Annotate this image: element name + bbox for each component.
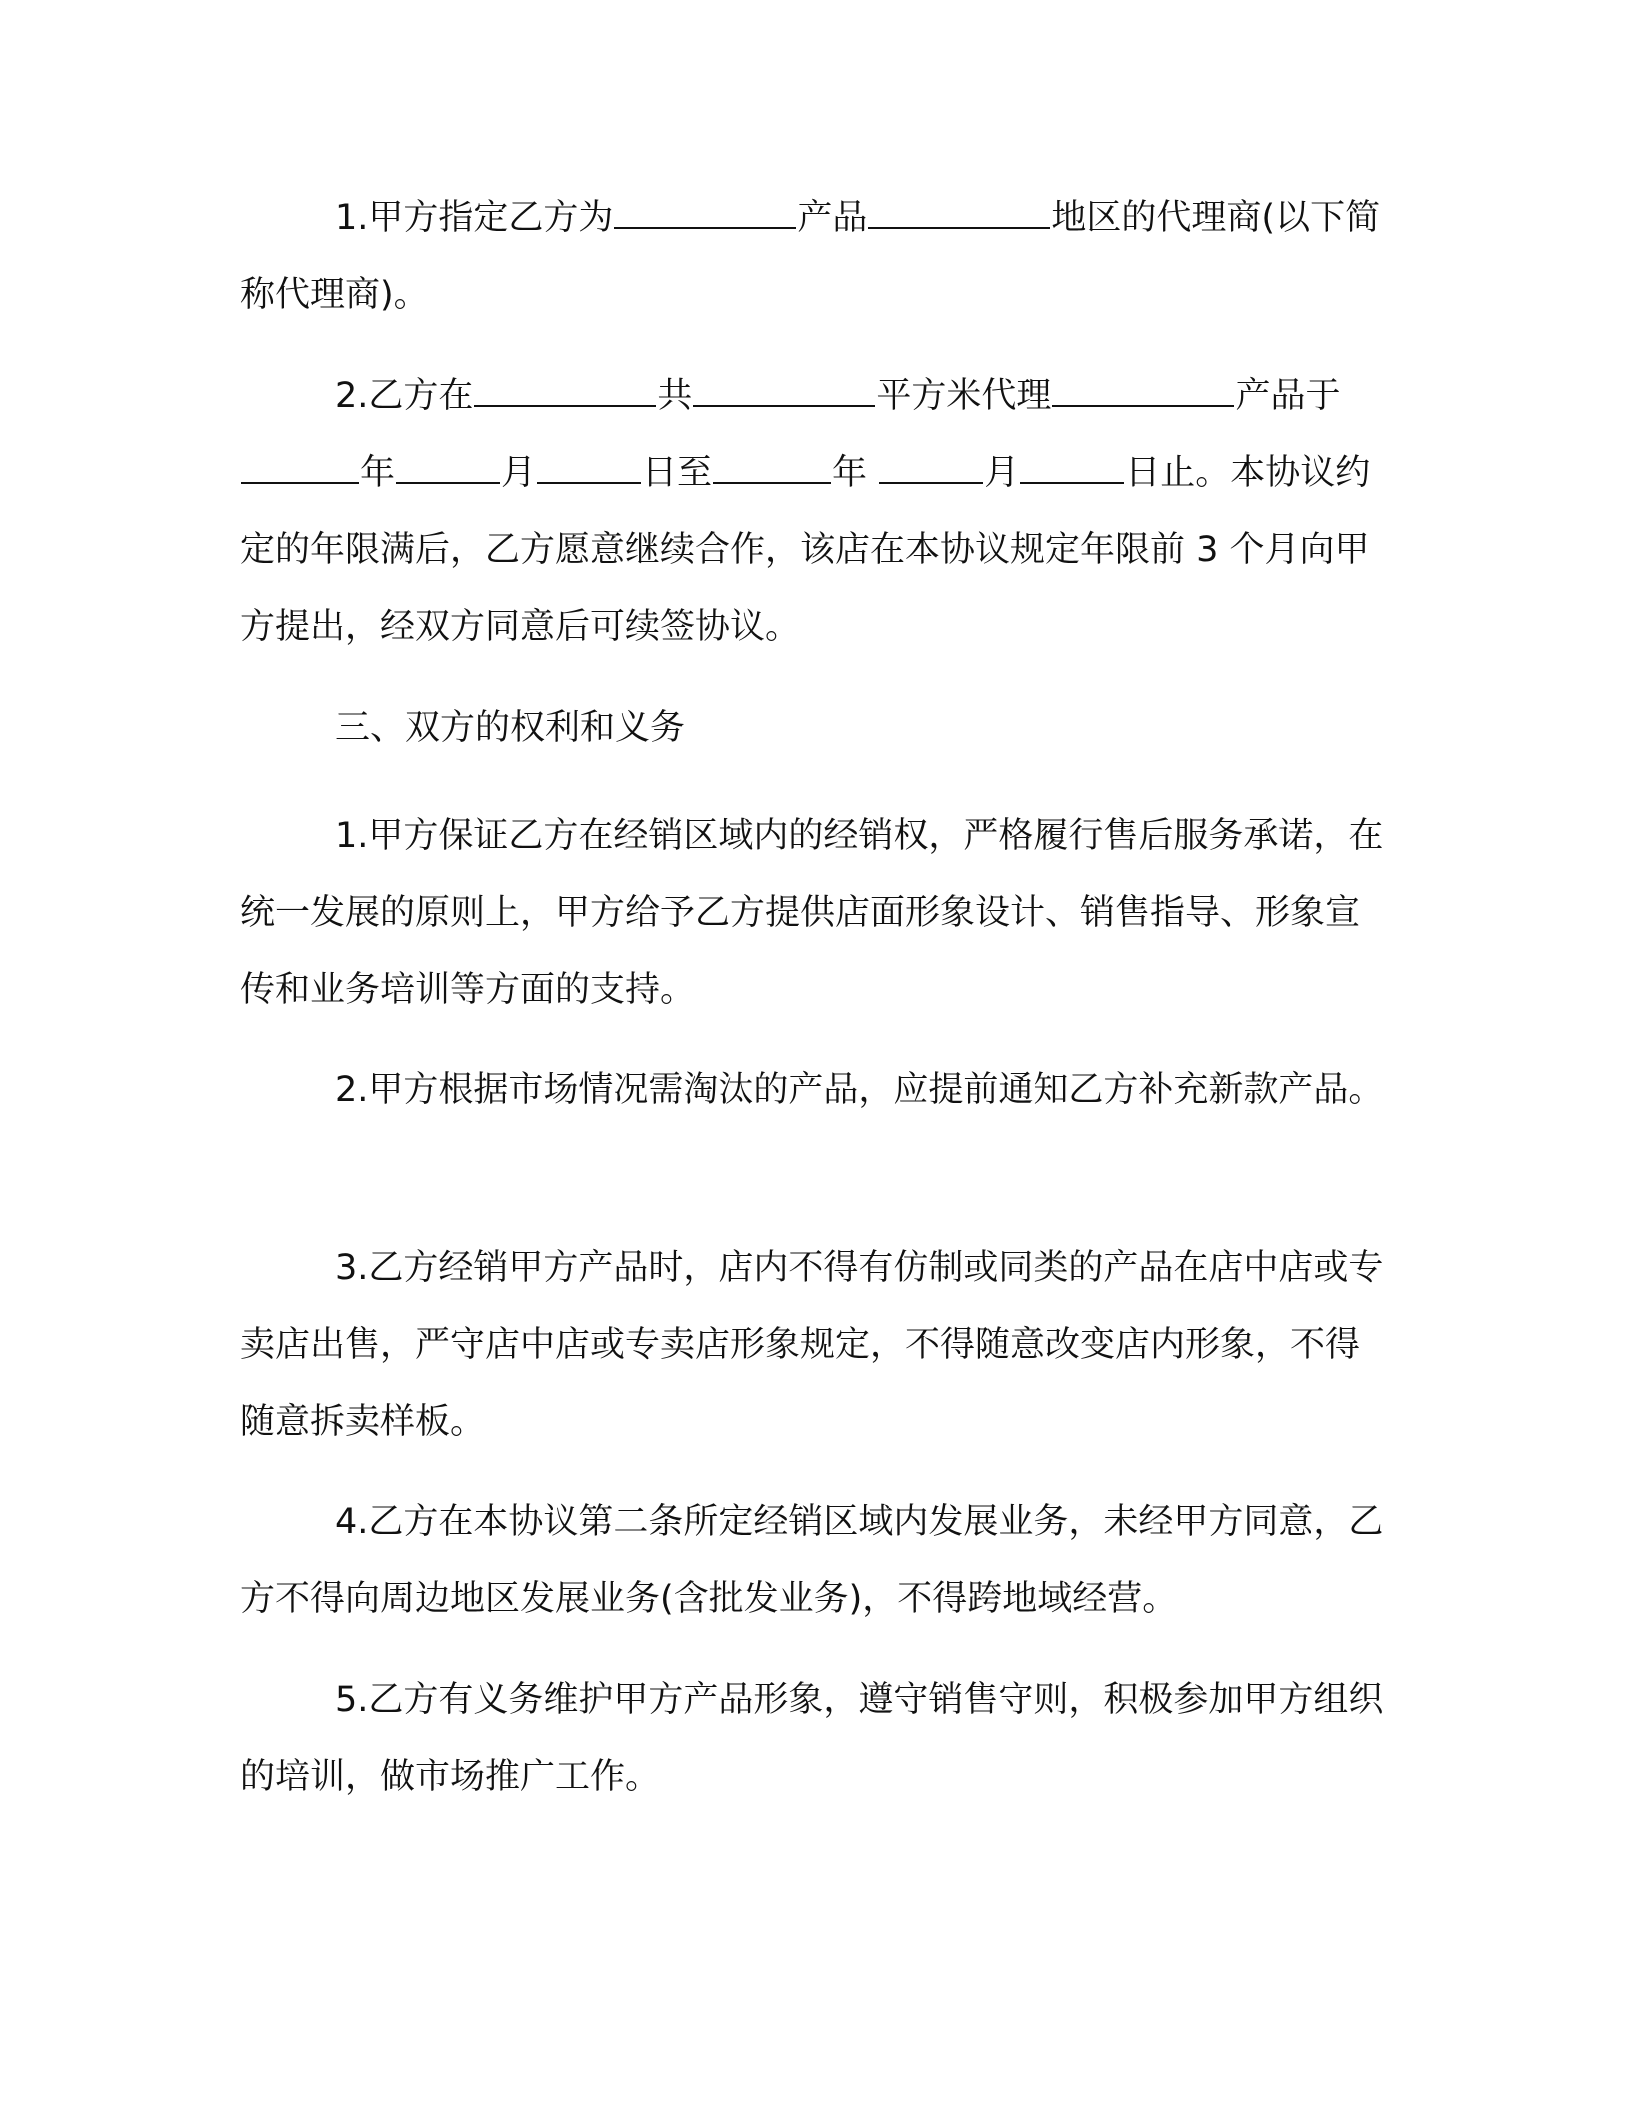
end-day-blank[interactable] xyxy=(1020,452,1124,484)
clause-2-text-g: 日至 xyxy=(642,453,713,493)
area-blank[interactable] xyxy=(693,375,875,407)
location-blank[interactable] xyxy=(474,375,656,407)
rights-clause-4: 4.乙方在本协议第二条所定经销区域内发展业务，未经甲方同意，乙方不得向周边地区发展业务(含批发业务)，不得跨地域经营。 xyxy=(240,1502,1384,1619)
rights-clause-5: 5.乙方有义务维护甲方产品形象，遵守销售守则，积极参加甲方组织的培训，做市场推广工作。 xyxy=(240,1680,1384,1797)
rights-clause-2: 2.甲方根据市场情况需淘汰的产品，应提前通知乙方补充新款产品。 xyxy=(335,1070,1384,1110)
product-blank[interactable] xyxy=(614,197,796,229)
clause-2-text-h: 年 xyxy=(832,453,868,493)
start-month-blank[interactable] xyxy=(396,452,500,484)
clause-2-text-e: 年 xyxy=(360,453,396,493)
clause-2-text-c: 平方米代理 xyxy=(876,376,1052,416)
rights-clause-1: 1.甲方保证乙方在经销区域内的经销权，严格履行售后服务承诺，在统一发展的原则上，甲方给予乙方提供店面形象设计、销售指导、形象宣传和业务培训等方面的支持。 xyxy=(240,816,1384,1010)
start-day-blank[interactable] xyxy=(537,452,641,484)
clause-2-text-f: 月 xyxy=(501,453,537,493)
clause-2-text-a: 2.乙方在 xyxy=(335,376,474,416)
rights-clause-3: 3.乙方经销甲方产品时，店内不得有仿制或同类的产品在店中店或专卖店出售，严守店中店或专卖店形象规定，不得随意改变店内形象，不得随意拆卖样板。 xyxy=(240,1248,1384,1442)
agency-product-blank[interactable] xyxy=(1052,375,1234,407)
clause-2-term xyxy=(240,358,1390,666)
end-year-blank[interactable] xyxy=(713,452,831,484)
clause-2-text-j: 日止。本协议约定的年限满后，乙方愿意继续合作，该店在本协议规定年限前 3 个月向甲方提出，经双方同意后可续签协议。 xyxy=(240,453,1371,647)
clause-1-text-c: 地区的代理商(以下简称代理商)。 xyxy=(240,198,1381,315)
start-year-blank[interactable] xyxy=(241,452,359,484)
section-heading: 三、双方的权利和义务 xyxy=(335,708,686,748)
clause-2-text-i: 月 xyxy=(984,453,1020,493)
clause-1-text-b: 产品 xyxy=(797,198,868,238)
region-blank[interactable] xyxy=(868,197,1050,229)
clause-1-text-a: 1.甲方指定乙方为 xyxy=(335,198,614,238)
end-month-blank[interactable] xyxy=(879,452,983,484)
clause-1-appointment xyxy=(240,180,1390,334)
clause-2-text-d: 产品于 xyxy=(1235,376,1341,416)
clause-2-text-b: 共 xyxy=(657,376,693,416)
